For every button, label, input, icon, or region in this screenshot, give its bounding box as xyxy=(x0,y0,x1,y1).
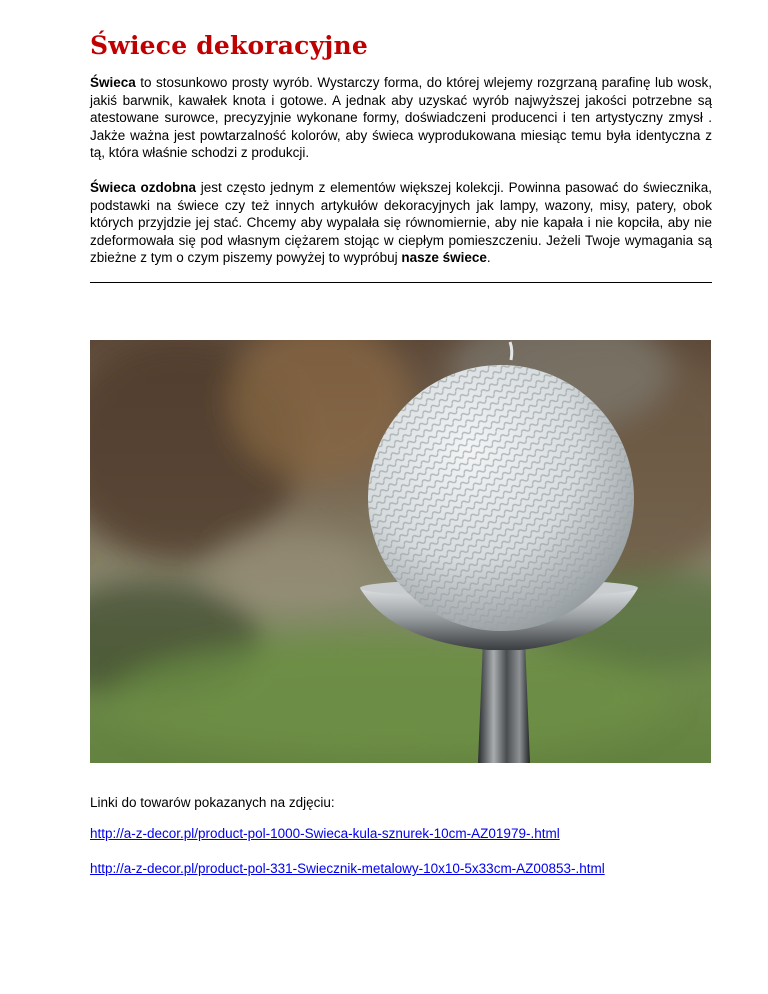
paragraph-1-lead: Świeca xyxy=(90,75,136,90)
product-link-candlestick[interactable]: http://a-z-decor.pl/product-pol-331-Swiecznik-metalowy-10x10-5x33cm-AZ00853-.html xyxy=(90,861,605,876)
document-title: Świece dekoracyjne xyxy=(90,31,369,60)
candle-photo xyxy=(90,340,711,763)
document-page xyxy=(90,30,712,283)
paragraph-2-lead: Świeca ozdobna xyxy=(90,179,197,195)
paragraph-1-text: to stosunkowo prosty wyrób. Wystarczy forma, do której wlejemy rozgrzaną parafinę lub wosk, jakiś barwnik, kawałek knota i gotowe. A jednak aby uzyskać wyrób najwyższej jakości potrzebne są atestowane surowce, precyzyjnie wykonane formy, doświadczeni producenci i ten artystyczny zmysł . Jakże ważna jest powtarzalność kolorów, aby świeca wyprodukowana miesiąc temu była identyczna z tą, która właśnie schodzi z produkcji. xyxy=(90,75,712,161)
links-label: Linki do towarów pokazanych na zdjęciu: xyxy=(90,795,335,810)
horizontal-rule xyxy=(90,282,712,283)
paragraph-2 xyxy=(90,179,712,267)
paragraph-1 xyxy=(90,74,712,162)
paragraph-2-text: jest często jednym z elementów większej kolekcji. Powinna pasować do świecznika, podstawki na świece czy też innych artykułów dekoracyjnych jak lampy, wazony, misy, patery, obok których przyjdzie jej stać. Chcemy aby wypalała się równomiernie, aby nie kapała i nie kopciła, aby nie zdeformowała się pod własnym ciężarem stojąc w ciepłym pomieszczeniu. Jeżeli Twoje wymagania są zbieżne z tym o czym piszemy powyżej to wypróbuj xyxy=(90,179,712,266)
paragraph-2-end: . xyxy=(486,250,491,266)
product-link-candle[interactable]: http://a-z-decor.pl/product-pol-1000-Swieca-kula-sznurek-10cm-AZ01979-.html xyxy=(90,826,560,841)
paragraph-2-emphasis: nasze świece xyxy=(401,250,487,266)
